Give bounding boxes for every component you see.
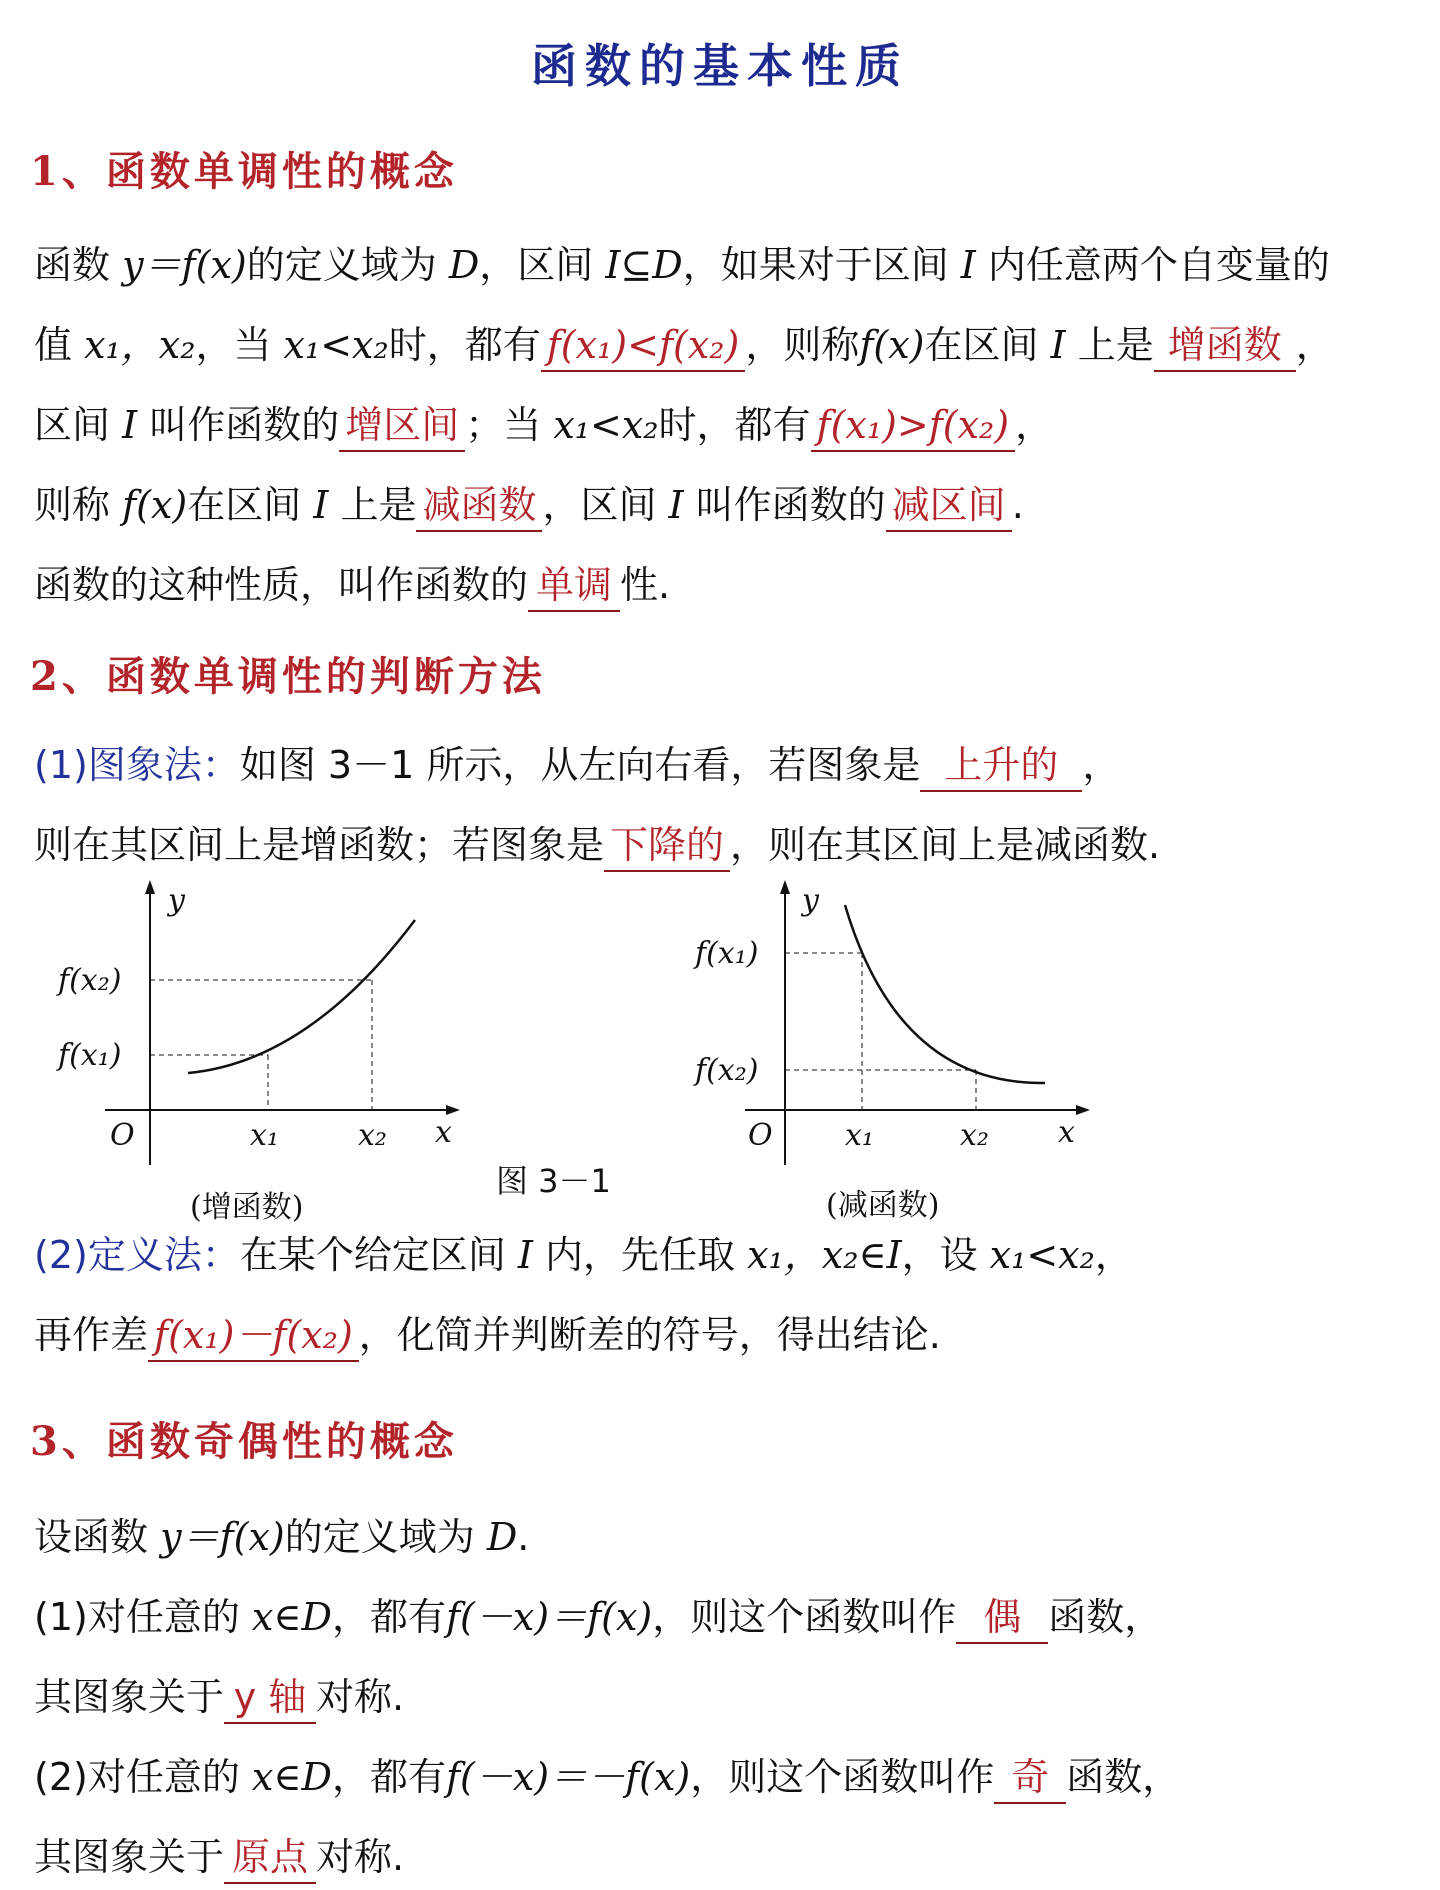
text: ，区间 bbox=[542, 483, 669, 527]
text: (1)对任意的 bbox=[34, 1595, 252, 1639]
text: 设函数 bbox=[34, 1515, 161, 1559]
text: 对称. bbox=[316, 1835, 405, 1879]
math: D bbox=[448, 243, 480, 287]
paragraph-line bbox=[34, 1310, 941, 1362]
paragraph-line bbox=[34, 400, 1053, 452]
fill-blank-answer bbox=[811, 400, 1016, 452]
math: f(x₁)>f(x₂) bbox=[816, 403, 1010, 447]
text: ，则在其区间上是减函数. bbox=[730, 823, 1161, 867]
text: 值 bbox=[34, 323, 85, 367]
text: 函数， bbox=[1066, 1755, 1181, 1799]
text: 的定义域为 bbox=[284, 1515, 487, 1559]
math: x₁<x₂ bbox=[283, 323, 389, 367]
text: 在某个给定区间 bbox=[239, 1233, 518, 1277]
text: 则在其区间上是增函数；若图象是 bbox=[34, 823, 605, 867]
math: f(x) bbox=[859, 323, 925, 367]
math: x₁<x₂ bbox=[553, 403, 659, 447]
math: y＝f(x) bbox=[160, 1515, 285, 1559]
document-title: 函数的基本性质 bbox=[531, 39, 909, 93]
text: 性. bbox=[620, 563, 671, 607]
y-axis-label: y bbox=[802, 883, 819, 918]
paragraph-line bbox=[34, 320, 1334, 372]
decreasing-graph-caption: (减函数) bbox=[826, 1188, 940, 1223]
text: ，如果对于区间 bbox=[682, 243, 961, 287]
text: 其图象关于 bbox=[34, 1675, 225, 1719]
y-axis-arrow bbox=[780, 880, 790, 894]
text: 叫作函数的 bbox=[137, 403, 340, 447]
fill-blank-answer: 原点 bbox=[224, 1832, 316, 1884]
tick-label-fx2: f(x₂) bbox=[58, 963, 122, 998]
paragraph-line bbox=[34, 560, 670, 612]
math: I bbox=[517, 1233, 533, 1277]
text: ，化简并判断差的符号，得出结论. bbox=[358, 1313, 941, 1357]
paragraph-line bbox=[34, 240, 1330, 290]
method-label: (2)定义法： bbox=[34, 1233, 240, 1277]
decreasing-curve bbox=[845, 905, 1045, 1083]
fill-blank-answer: 减函数 bbox=[416, 480, 542, 532]
text: 区间 bbox=[34, 403, 123, 447]
text: ，则这个函数叫作 bbox=[690, 1755, 995, 1799]
text: ，则称 bbox=[745, 323, 860, 367]
text: ，都有 bbox=[331, 1595, 446, 1639]
paragraph-line bbox=[34, 820, 1160, 872]
paragraph-line bbox=[34, 740, 1120, 792]
increasing-function-graph bbox=[50, 880, 470, 1170]
tick-label-fx2: f(x₂) bbox=[695, 1053, 759, 1088]
text: 在区间 bbox=[924, 323, 1051, 367]
text: ，区间 bbox=[479, 243, 606, 287]
text: 在区间 bbox=[187, 483, 314, 527]
text: ，设 bbox=[901, 1233, 990, 1277]
text: 时，都有 bbox=[658, 403, 811, 447]
text: ， bbox=[1295, 323, 1334, 367]
math: x∈D bbox=[251, 1595, 332, 1639]
section-heading-parity-concept: 3、函数奇偶性的概念 bbox=[30, 1418, 458, 1465]
text: ， bbox=[1094, 1233, 1133, 1277]
math: I bbox=[960, 243, 976, 287]
math: f(x₁)－f(x₂) bbox=[154, 1313, 353, 1357]
tick-label-x1: x₁ bbox=[845, 1118, 874, 1153]
math: I bbox=[313, 483, 329, 527]
text: ，当 bbox=[195, 323, 284, 367]
decreasing-function-graph bbox=[690, 880, 1110, 1170]
fill-blank-answer: 单调 bbox=[528, 560, 620, 612]
text: ，则这个函数叫作 bbox=[652, 1595, 957, 1639]
y-axis-arrow bbox=[145, 880, 155, 894]
x-axis-label: x bbox=[435, 1115, 452, 1150]
text: (2)对任意的 bbox=[34, 1755, 252, 1799]
section-heading-monotonicity-concept: 1、函数单调性的概念 bbox=[30, 148, 458, 195]
tick-label-fx1: f(x₁) bbox=[695, 936, 759, 971]
text: . bbox=[1011, 483, 1024, 527]
math: x∈D bbox=[251, 1755, 332, 1799]
math: I bbox=[1050, 323, 1066, 367]
math: I⊆D bbox=[605, 243, 683, 287]
increasing-curve bbox=[188, 920, 415, 1073]
method-label: (1)图象法： bbox=[34, 743, 240, 787]
text: 内，先任取 bbox=[532, 1233, 748, 1277]
text: 内任意两个自变量的 bbox=[975, 243, 1330, 287]
text: 上是 bbox=[328, 483, 417, 527]
math: f(x₁)<f(x₂) bbox=[546, 323, 740, 367]
math: I bbox=[122, 403, 138, 447]
fill-blank-answer: 奇 bbox=[994, 1752, 1066, 1804]
math: I bbox=[668, 483, 684, 527]
fill-blank-answer: 上升的 bbox=[920, 740, 1082, 792]
text: 对称. bbox=[316, 1675, 405, 1719]
fill-blank-answer: 增区间 bbox=[339, 400, 465, 452]
paragraph-line bbox=[34, 1672, 404, 1724]
section-heading-monotonicity-methods: 2、函数单调性的判断方法 bbox=[30, 653, 546, 700]
tick-label-x2: x₂ bbox=[960, 1118, 989, 1153]
fill-blank-answer: y 轴 bbox=[224, 1672, 316, 1724]
text: 其图象关于 bbox=[34, 1835, 225, 1879]
tick-label-fx1: f(x₁) bbox=[58, 1038, 122, 1073]
paragraph-line bbox=[34, 480, 1024, 532]
text: 函数 bbox=[34, 243, 123, 287]
increasing-graph-caption: (增函数) bbox=[190, 1190, 304, 1225]
text: 时，都有 bbox=[388, 323, 541, 367]
tick-label-x2: x₂ bbox=[358, 1118, 387, 1153]
text: 如图 3－1 所示，从左向右看，若图象是 bbox=[239, 743, 921, 787]
math: x₁<x₂ bbox=[989, 1233, 1095, 1277]
origin-label: O bbox=[110, 1118, 135, 1153]
text: 函数的这种性质，叫作函数的 bbox=[34, 563, 529, 607]
text: ， bbox=[1015, 403, 1054, 447]
text: 上是 bbox=[1065, 323, 1154, 367]
fill-blank-answer: 减区间 bbox=[886, 480, 1012, 532]
text: 的定义域为 bbox=[246, 243, 449, 287]
text: . bbox=[517, 1515, 530, 1559]
fill-blank-answer: 增函数 bbox=[1154, 320, 1296, 372]
math: y＝f(x) bbox=[122, 243, 247, 287]
fill-blank-answer bbox=[148, 1310, 359, 1362]
text: 再作差 bbox=[34, 1313, 149, 1357]
text: ， bbox=[1082, 743, 1121, 787]
text: 叫作函数的 bbox=[683, 483, 886, 527]
text: 则称 bbox=[34, 483, 123, 527]
origin-label: O bbox=[748, 1118, 773, 1153]
paragraph-line bbox=[34, 1752, 1180, 1804]
figure-caption: 图 3－1 bbox=[496, 1162, 611, 1200]
x-axis-label: x bbox=[1058, 1115, 1075, 1150]
math: f(－x)＝f(x) bbox=[445, 1595, 653, 1639]
math: f(－x)＝－f(x) bbox=[445, 1755, 691, 1799]
tick-label-x1: x₁ bbox=[250, 1118, 279, 1153]
x-axis-arrow bbox=[446, 1105, 460, 1115]
math: D bbox=[486, 1515, 518, 1559]
fill-blank-answer: 偶 bbox=[956, 1592, 1048, 1644]
math: x₁，x₂∈I bbox=[747, 1233, 902, 1277]
text: ，都有 bbox=[331, 1755, 446, 1799]
fill-blank-answer: 下降的 bbox=[604, 820, 730, 872]
paragraph-line bbox=[34, 1592, 1162, 1644]
math: x₁，x₂ bbox=[84, 323, 196, 367]
x-axis-arrow bbox=[1076, 1105, 1090, 1115]
math: f(x) bbox=[122, 483, 188, 527]
y-axis-label: y bbox=[168, 883, 185, 918]
fill-blank-answer bbox=[541, 320, 746, 372]
text: ；当 bbox=[465, 403, 554, 447]
paragraph-line bbox=[34, 1512, 529, 1562]
paragraph-line bbox=[34, 1832, 404, 1884]
paragraph-line bbox=[34, 1230, 1133, 1280]
text: 函数， bbox=[1048, 1595, 1163, 1639]
